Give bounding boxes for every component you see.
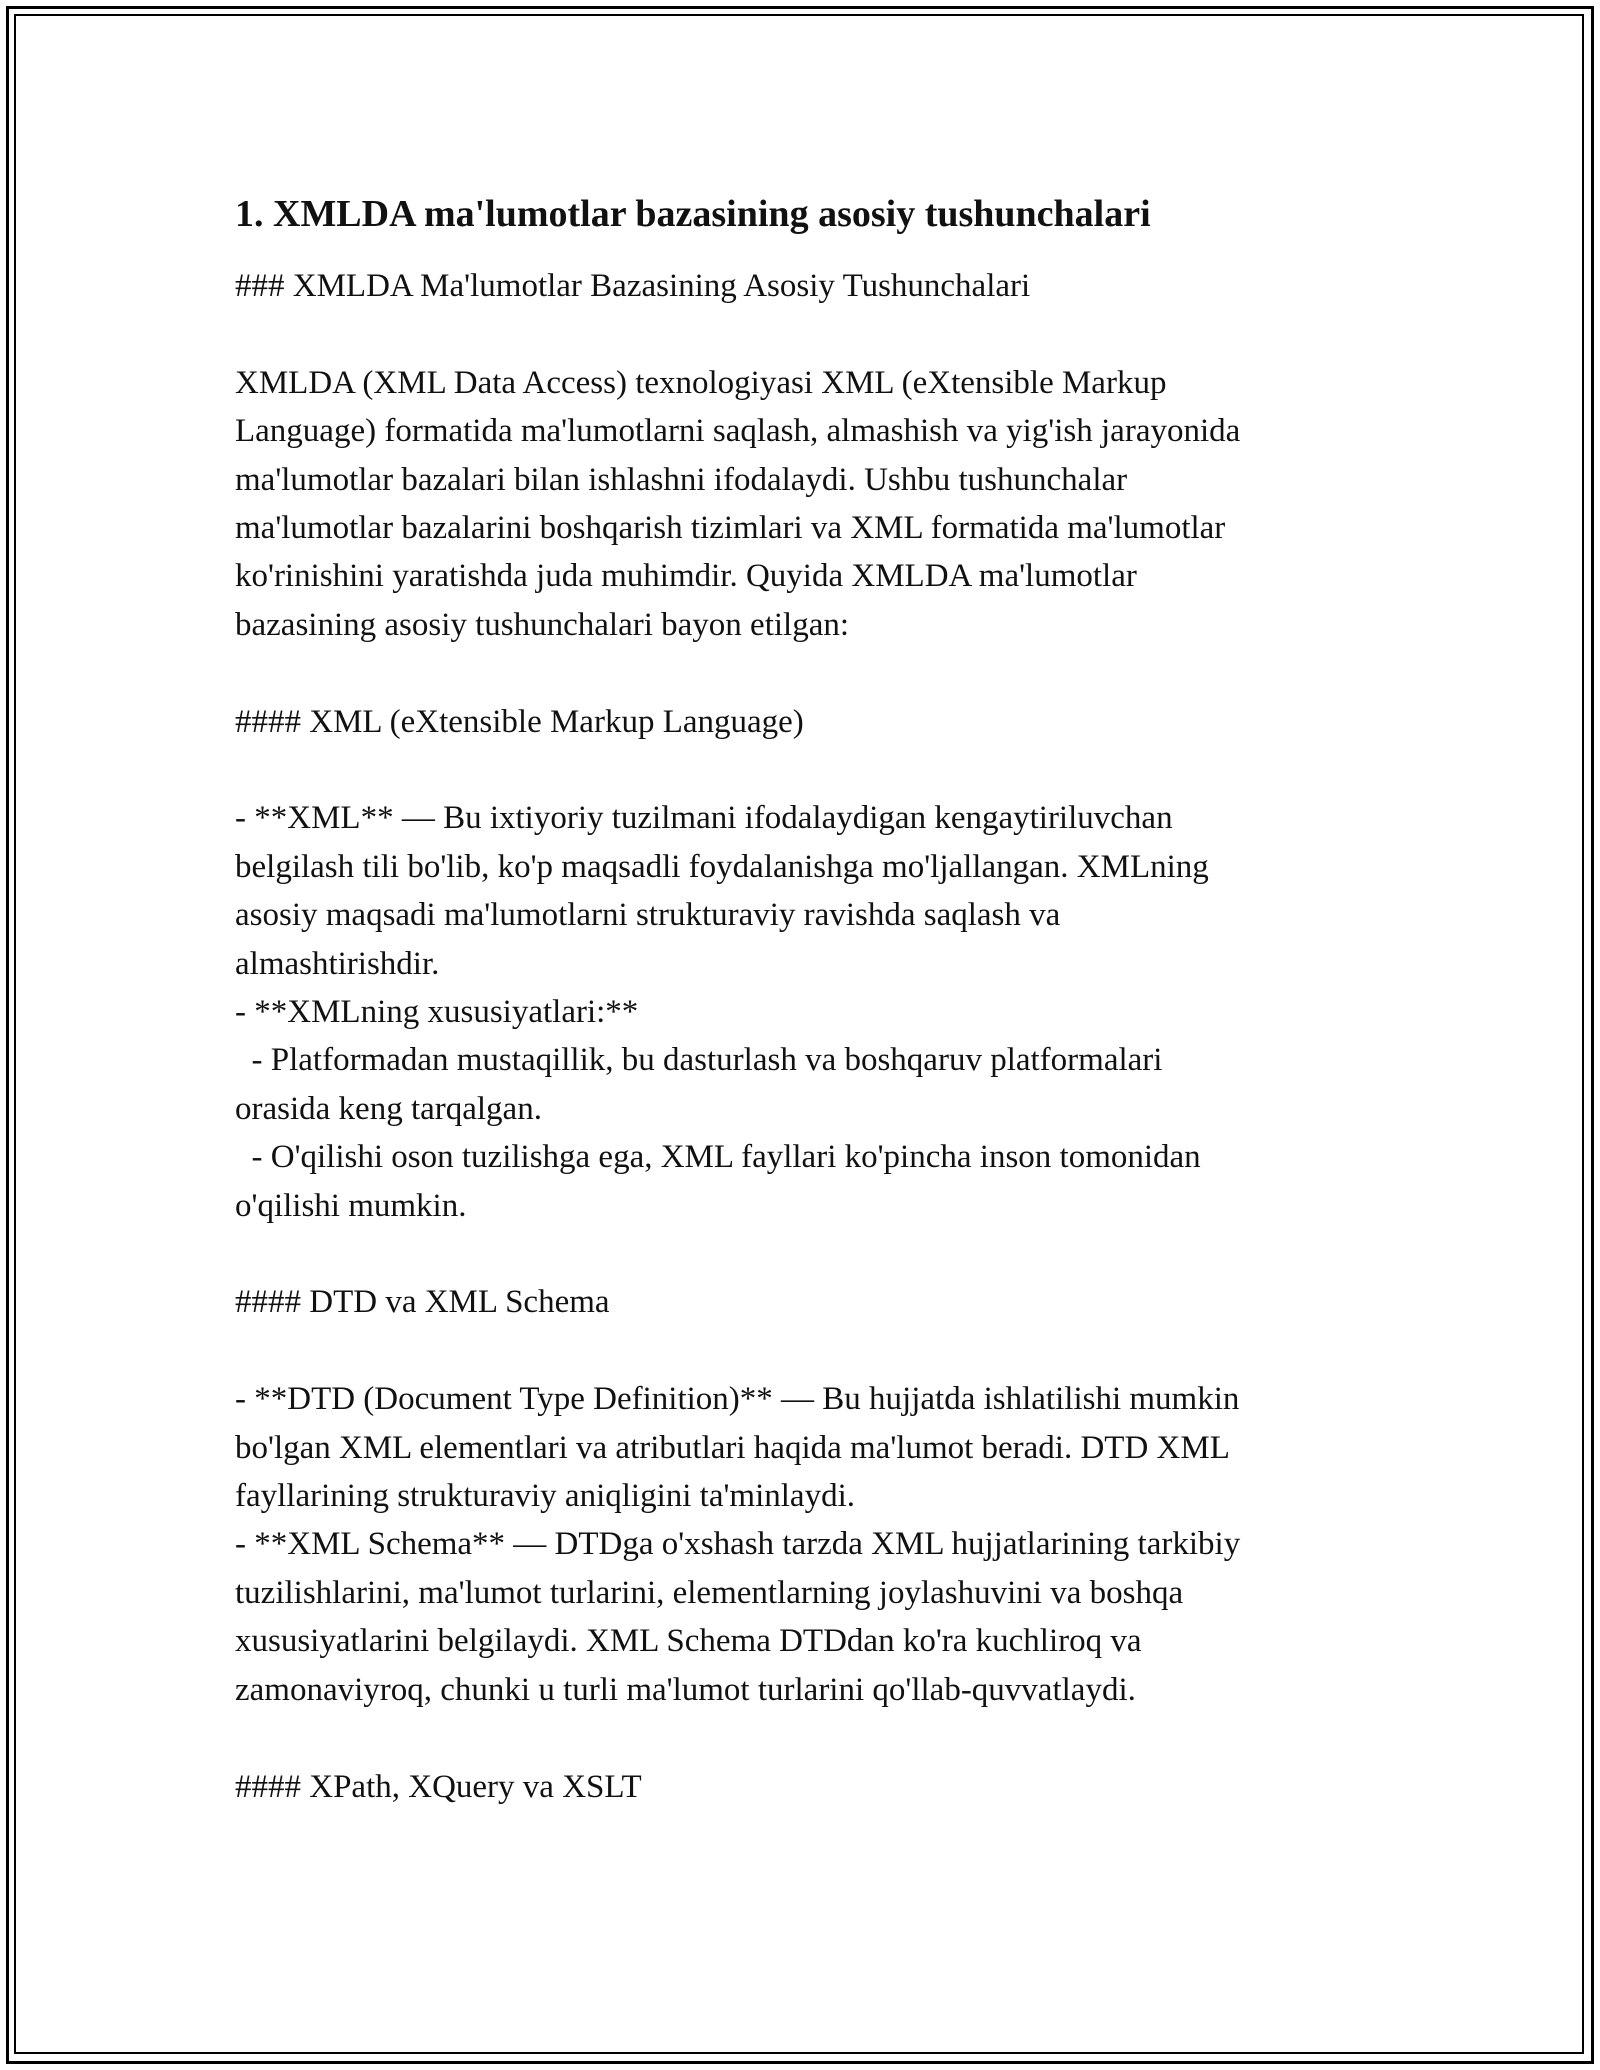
text-line bbox=[235, 310, 1365, 358]
text-line: orasida keng tarqalgan. bbox=[235, 1090, 542, 1127]
text-line: Language) formatida ma'lumotlarni saqlash, almashish va yig'ish jarayonida bbox=[235, 413, 1241, 450]
text-line: ko'rinishini yaratishda juda muhimdir. Quyida XMLDA ma'lumotlar bbox=[235, 558, 1137, 595]
text-line: tuzilishlarini, ma'lumot turlarini, elementlarning joylashuvini va boshqa bbox=[235, 1574, 1184, 1611]
document-title: 1. XMLDA ma'lumotlar bazasining asosiy tushunchalari bbox=[235, 193, 1151, 235]
text-line bbox=[235, 649, 1365, 697]
text-line: belgilash tili bo'lib, ko'p maqsadli foydalanishga mo'ljallangan. XMLning bbox=[235, 848, 1209, 885]
text-line: #### DTD va XML Schema bbox=[235, 1284, 610, 1321]
text-line: xususiyatlarini belgilaydi. XML Schema DTDdan ko'ra kuchliroq va bbox=[235, 1623, 1142, 1660]
text-line bbox=[235, 1230, 1365, 1278]
text-line: - Platformadan mustaqillik, bu dasturlash va boshqaruv platformalari bbox=[235, 1042, 1163, 1079]
text-line: asosiy maqsadi ma'lumotlarni strukturaviy ravishda saqlash va bbox=[235, 897, 1061, 934]
text-line bbox=[235, 1327, 1365, 1375]
text-line: - **XMLning xususiyatlari:** bbox=[235, 994, 639, 1031]
text-line: ma'lumotlar bazalari bilan ishlashni ifodalaydi. Ushbu tushunchalar bbox=[235, 461, 1128, 498]
text-line: - O'qilishi oson tuzilishga ega, XML fayllari ko'pincha inson tomonidan bbox=[235, 1139, 1201, 1176]
text-line: o'qilishi mumkin. bbox=[235, 1187, 467, 1224]
text-line: fayllarining strukturaviy aniqligini ta'minlaydi. bbox=[235, 1478, 855, 1515]
text-line: zamonaviyroq, chunki u turli ma'lumot turlarini qo'llab-quvvatlaydi. bbox=[235, 1671, 1136, 1708]
text-line bbox=[235, 1714, 1365, 1762]
text-line: almashtirishdir. bbox=[235, 945, 440, 982]
text-line: bo'lgan XML elementlari va atributlari haqida ma'lumot beradi. DTD XML bbox=[235, 1429, 1230, 1466]
text-line: XMLDA (XML Data Access) texnologiyasi XML (eXtensible Markup bbox=[235, 364, 1167, 401]
text-line: #### XPath, XQuery va XSLT bbox=[235, 1768, 642, 1805]
text-line: ma'lumotlar bazalarini boshqarish tizimlari va XML formatida ma'lumotlar bbox=[235, 510, 1226, 547]
text-line: bazasining asosiy tushunchalari bayon etilgan: bbox=[235, 606, 850, 643]
text-line: - **XML Schema** — DTDga o'xshash tarzda XML hujjatlarining tarkibiy bbox=[235, 1526, 1241, 1563]
text-line: #### XML (eXtensible Markup Language) bbox=[235, 703, 804, 740]
document-page bbox=[235, 186, 1365, 1811]
document-body bbox=[235, 262, 1365, 1811]
text-line: - **XML** — Bu ixtiyoriy tuzilmani ifodalaydigan kengaytiriluvchan bbox=[235, 800, 1173, 837]
text-line: - **DTD (Document Type Definition)** — Bu hujjatda ishlatilishi mumkin bbox=[235, 1381, 1240, 1418]
text-line: ### XMLDA Ma'lumotlar Bazasining Asosiy Tushunchalari bbox=[235, 268, 1031, 304]
text-line bbox=[235, 746, 1365, 794]
